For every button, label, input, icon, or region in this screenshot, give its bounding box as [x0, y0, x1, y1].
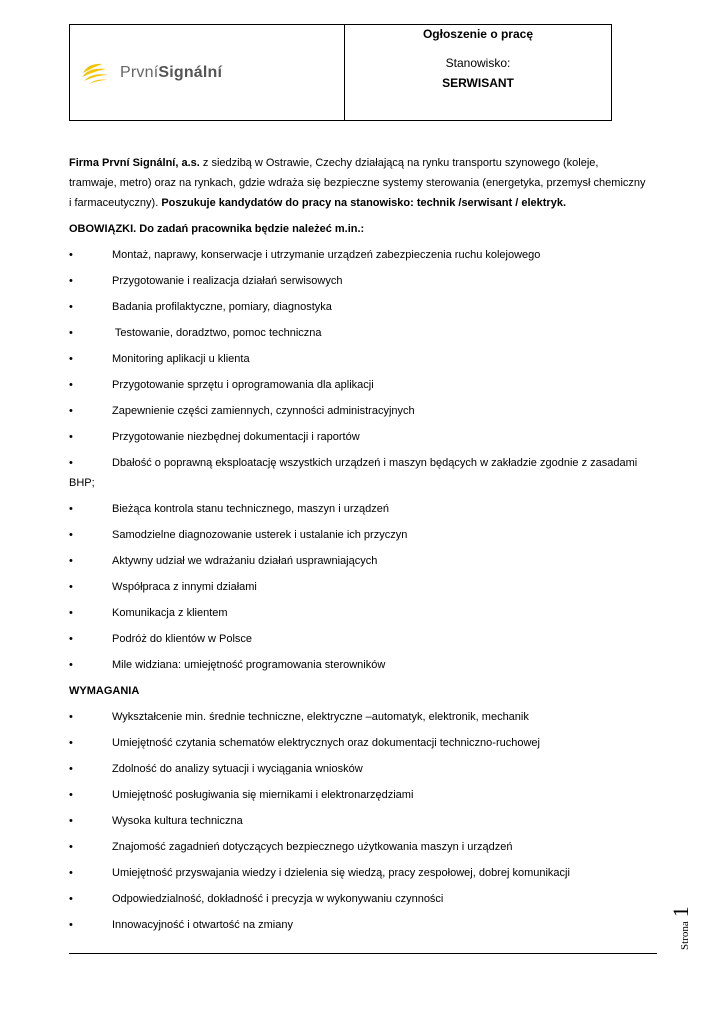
document-title: Ogłoszenie o pracę: [422, 27, 534, 41]
list-item: • Współpraca z innymi działami: [69, 581, 257, 593]
list-item: • Przygotowanie i realizacja działań serwisowych: [69, 275, 343, 287]
intro-paragraph: Firma První Signální, a.s. z siedzibą w Ostrawie, Czechy działającą na rynku transportu szynowego (koleje, tramwaje, metro) oraz na rynkach, gdzie wdraża się bezpieczne systemy sterowania (energetyka, przemysł chemiczny i farmaceutyczny). Poszukuje kandydatów do pracy na stanowisko: technik /serwisant / elektryk.: [69, 157, 646, 209]
list-item: • Aktywny udział we wdrażaniu działań usprawniających: [69, 555, 378, 567]
list-item: • Znajomość zagadnień dotyczących bezpiecznego użytkowania maszyn i urządzeń: [69, 841, 513, 853]
list-item: • Umiejętność przyswajania wiedzy i dzielenia się wiedzą, pracy zespołowej, dobrej komunikacji: [69, 867, 570, 879]
list-item: • Umiejętność czytania schematów elektrycznych oraz dokumentacji techniczno-ruchowej: [69, 737, 540, 749]
header-table: [69, 24, 612, 121]
page-number: [668, 880, 708, 950]
list-item: • Komunikacja z klientem: [69, 607, 228, 619]
list-item: • Monitoring aplikacji u klienta: [69, 353, 250, 365]
list-item: • Innowacyjność i otwartość na zmiany: [69, 919, 293, 931]
position-value: SERWISANT: [442, 76, 514, 90]
logo-cell: [70, 25, 345, 120]
list-item: • Zapewnienie części zamiennych, czynności administracyjnych: [69, 405, 415, 417]
list-item: • Umiejętność posługiwania się miernikami i elektronarzędziami: [69, 789, 414, 801]
duties-heading: OBOWIĄZKI. Do zadań pracownika będzie należeć m.in.:: [69, 223, 365, 235]
list-item: • Przygotowanie niezbędnej dokumentacji i raportów: [69, 431, 360, 443]
list-item: • Zdolność do analizy sytuacji i wyciągania wniosków: [69, 763, 363, 775]
company-logo-text: PrvníSignální: [120, 63, 223, 81]
page-word: Strona: [679, 921, 691, 950]
list-item: • Dbałość o poprawną eksploatację wszystkich urządzeń i maszyn będących w zakładzie zgodnie z zasadami BHP;: [69, 457, 638, 489]
list-item: • Samodzielne diagnozowanie usterek i ustalanie ich przyczyn: [69, 529, 408, 541]
list-item: • Montaż, naprawy, konserwacje i utrzymanie urządzeń zabezpieczenia ruchu kolejowego: [69, 249, 541, 261]
list-item: • Badania profilaktyczne, pomiary, diagnostyka: [69, 301, 332, 313]
list-item: • Bieżąca kontrola stanu technicznego, maszyn i urządzeń: [69, 503, 389, 515]
list-item: • Wykształcenie min. średnie techniczne, elektryczne –automatyk, elektronik, mechanik: [69, 711, 529, 723]
list-item: • Mile widziana: umiejętność programowania sterowników: [69, 659, 386, 671]
footer-divider: [69, 953, 657, 954]
company-logo-icon: [80, 61, 110, 85]
position-label: Stanowisko:: [445, 56, 511, 70]
list-item: • Testowanie, doradztwo, pomoc techniczna: [69, 327, 322, 339]
list-item: • Podróż do klientów w Polsce: [69, 633, 253, 645]
list-item: • Przygotowanie sprzętu i oprogramowania dla aplikacji: [69, 379, 374, 391]
document-body: [69, 153, 649, 941]
list-item: • Wysoka kultura techniczna: [69, 815, 243, 827]
requirements-heading: WYMAGANIA: [69, 685, 140, 697]
title-cell: [345, 25, 611, 120]
list-item: • Odpowiedzialność, dokładność i precyzja w wykonywaniu czynności: [69, 893, 444, 905]
page-number-value: 1: [668, 906, 693, 918]
